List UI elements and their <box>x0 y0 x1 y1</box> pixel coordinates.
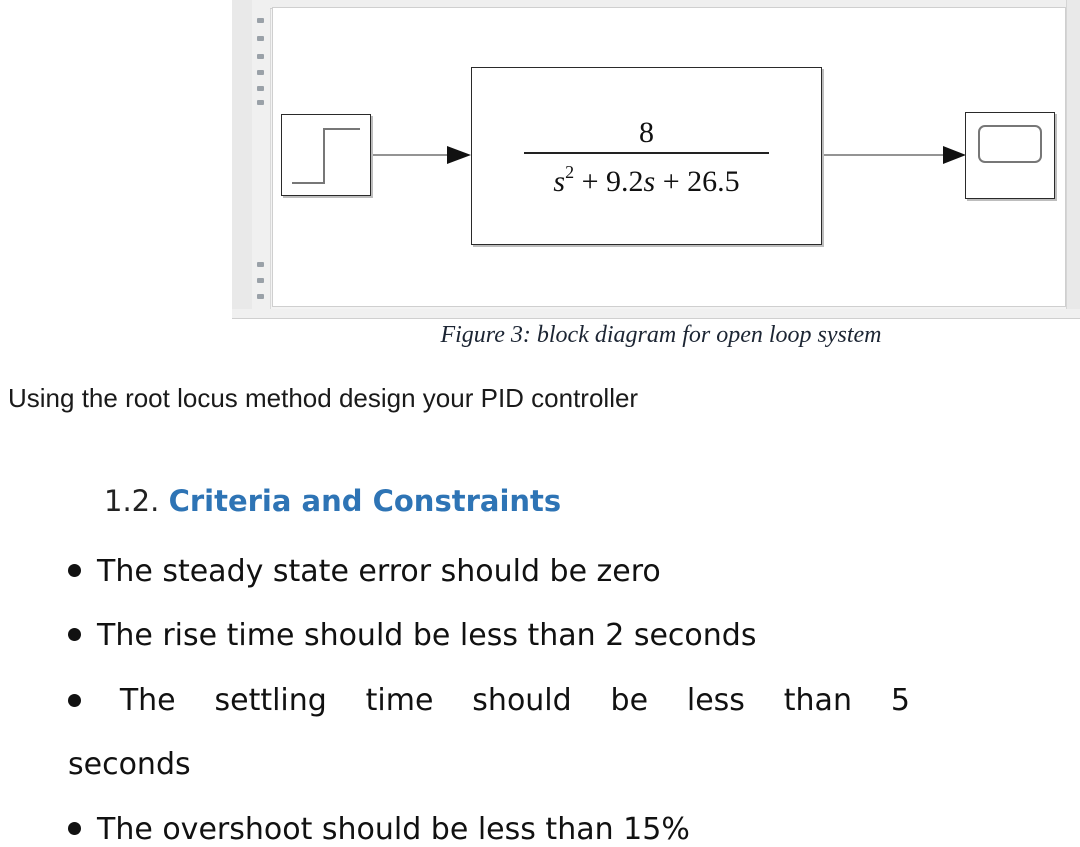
tf-denominator: $s^2 + 9.2s + 26.5$ <box>553 162 740 198</box>
criteria-item: The steady state error should be zero <box>68 554 661 589</box>
scope-icon <box>966 113 1054 198</box>
bullet-icon <box>68 822 81 835</box>
bullet-icon <box>68 628 81 641</box>
tf-numerator: 8 <box>639 116 654 149</box>
step-block <box>281 114 371 196</box>
bullet-icon <box>68 564 81 577</box>
word: The <box>119 683 176 718</box>
criteria-item: The overshoot should be less than 15% <box>68 812 690 847</box>
section-title: Criteria and Constraints <box>168 484 562 518</box>
word: time <box>365 683 434 718</box>
tf-fraction-bar <box>524 152 769 154</box>
tf-to-scope-arrow <box>943 146 966 164</box>
criteria-item-justified <box>68 683 910 718</box>
transfer-function-block <box>471 67 822 245</box>
step-to-tf-arrow <box>447 146 471 164</box>
instruction-text: Using the root locus method design your PID controller <box>8 383 639 413</box>
bullet-icon <box>68 694 81 707</box>
word: than <box>783 683 852 718</box>
word: 5 <box>890 683 910 718</box>
criteria-item-continuation: seconds <box>68 747 191 782</box>
word: should <box>472 683 572 718</box>
step-icon <box>282 115 370 195</box>
word: less <box>686 683 745 718</box>
section-heading <box>104 484 561 518</box>
section-number: 1.2. <box>104 484 160 518</box>
criteria-item: The rise time should be less than 2 seconds <box>68 618 756 653</box>
scope-block <box>965 112 1055 199</box>
figure-caption: Figure 3: block diagram for open loop system <box>440 322 882 348</box>
word: be <box>610 683 649 718</box>
word: settling <box>214 683 327 718</box>
